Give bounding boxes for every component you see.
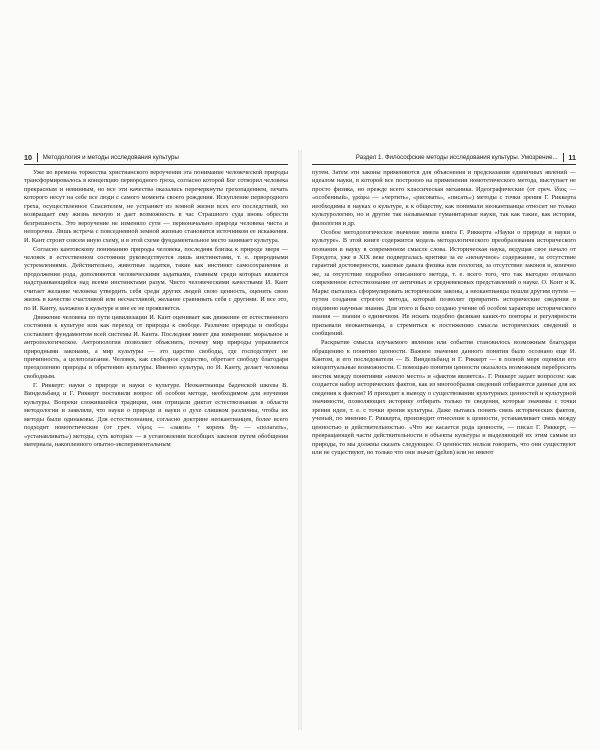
left-page <box>24 152 288 712</box>
right-running-head <box>312 152 576 165</box>
paragraph: Движение человека по пути цивилизации И. Кант оценивает как движение от естественного состояния к культуре или как переход от природы к свободе. Различие природы и свободы составляет фундаментом всей системы И. Канта. Последняя имеет два измерения: моральное и антропологическое. Антропология позволяет объяснить, почему мир природы управляется природными законами, а мир культуры — это царство свободы, где господствует не причинность, а целеполагание. Человек, как свободное существо, обретает свободу благодаря преодолению природы и обретению культуры. Именно культура, по И. Канту, делает человека свободным. <box>24 313 288 380</box>
paragraph: Особое методологическое значение имела книга Г. Риккерта «Науки о природе и науки о культуре». В этой книге содержится модель методологического преобразования исторического познания в науку в современном смысле слова. Историческая наука, ведущая свое начало от Геродота, уже в XIX веке подвергалась критике за ее «ненаучное» содержание, за отсутствие гарантий достоверности, каковые давала физика или геология, за отсутствие законов и, конечно же, за отсутствие подробно описанного метода, т. е. всего того, что так выгодно отличало современное естествознание от античных и средневековых представлений о науке. О. Конт и К. Маркс пытались сформулировать исторические законы, а неокантианцы пошли другим путем — путем создания строгого метода, который позволит превратить исторические сведения в подлинно научные знания. Для этого и было создано учение об особом характере исторического знания — знания о единичном. Не искать подобно физикам каких-то повторы и регулярности призывали неокантианцы, а стремиться к постижению смысла исторических сведений и сообщений. <box>312 228 576 338</box>
paragraph: Раскрытие смысла изучаемого явления или события становилось возможным благодаря обращению к понятию ценности. Важное значение данного понятия было осознано еще И. Кантом, и его последователи — В. Виндельбанд и Г. Риккерт — в полной мере оценили его концептуальные возможности. С помощью понятия ценности оказалось возможным перебросить мостик между понятиями «имело место» и «фактом является». Г. Риккерт задает вопросом: как создается набор исторических фактов, как из многообразия сведений отбираются данные для их сведения к фактам? И приходит к выводу о существовании культурных ценностей и культурной значимости, позволяющих историку отбирать только те сведения, которые значимы с точки зрения идеи, т. е. с точки зрения культуры. Даже пытаясь понять связь исторических фактов, ученый, по мнению Г. Риккерта, производит отнесение к ценности, устанавливает связь между ценностью и действительностью. «Что же касается рода ценности, — писал Г. Риккерт, — превращающей части действительности в объекты культуры и выделяющей их этим самым из природы, то мы должны сказать следующее. О ценностях нельзя говорить, что они существуют или не существуют, но только что они значат (gelten) или не имеют <box>312 339 576 456</box>
left-page-text <box>24 169 288 449</box>
paragraph: Согласно кантовскому пониманию природы человека, последняя близка к природе зверя — человек в естественном состоянии руководствуется лишь инстинктами, т. е. природными устремлениями. Действительно, животные задатки, такие как инстинкт самосохранения и продолжения рода, дополняются человеческими задатками, главным среди которых является надстраивающийся над всеми инстинктами разум. Чисто человеческими качествами И. Кант считает желание человека утвердить себя среди других людей свою ценность, оценить свою жизнь в качестве счастливой или несчастливой, желание сравнивать себя с другими. И все это, по И. Канту, заложено в культуре и вне ее не проявляется. <box>24 245 288 312</box>
running-head-separator <box>37 153 38 162</box>
book-gutter <box>298 150 302 730</box>
right-page-number: 11 <box>568 152 576 162</box>
right-page <box>312 152 576 712</box>
right-running-title: Раздел 1. Философские методы исследования культуры. Умозрение... <box>355 153 558 161</box>
left-running-title: Методология и методы исследования культуры <box>42 153 179 161</box>
left-page-number: 10 <box>24 152 32 162</box>
paragraph: Уже во времена торжества христианского вероучения эта понимание человеческой природы трансформировалось в концепцию первородного греха, согласно которой Бог сотворил человека прекрасным и невинным, но все эти качества оказались перечеркнуты грехопадением, печать которого несут на себе все люди с самого момента своего рождения. Искупление первородного греха, осуществленное Спасителем, не устраняет из земной жизни всех его последствий, но возвращает ему жизнь вечную и дает возможность в час Страшного суда вновь обрести безгрешность. Это вероучение не изменяло сути — первоначально природа человека чиста и непорочна. Лишь встреча с повседневной земной жизнью становится источником ее искажения. И. Кант строит совсем иную схему, и в этой схеме фундаментальное место занимает культура. <box>24 169 288 244</box>
right-page-text <box>312 169 576 457</box>
paragraph: путем. Затем эти законы применяются для объяснения и предсказания единичных явлений — идеалом науки, в которой все построено на применении номотетического метода, выступает не просто физика, но прежде всего классическая механика. Идеографические (от греч. ἴδιος — «особенный», γράφω — «чертить», «рисовать», «писать») методы с точки зрения Г. Риккерта необходимы в науках о культуре, к к обществу, как понимали неокантианцы относит не только культурологию, но и другие так называемые гуманитарные науки, так как такие, как история, филология и др. <box>312 169 576 227</box>
left-running-head <box>24 152 288 165</box>
paragraph: Г. Риккерт: науки о природе и науки о культуре. Неокантианцы баденской школы В. Виндельбанд и Г. Риккерт поставили вопрос об особом методе, необходимом для изучения культуры. Вопреки сложившейся традиции, они отрицали диктат естествознания в области методологии и заявляли, что науки о природе и науки о духе слишком различны, чтобы их методы были одинаковы. Для естествознания, согласно доктрине неокантианцев, более всего подходит номотетические (от греч. νόμος — «закон» + корень θη- — «полагать», «устанавливать») методы, суть которых — в установлении всеобщих законов путем обобщения материала, накопленного опытно-экспериментальным <box>24 381 288 448</box>
running-head-separator <box>563 153 564 162</box>
